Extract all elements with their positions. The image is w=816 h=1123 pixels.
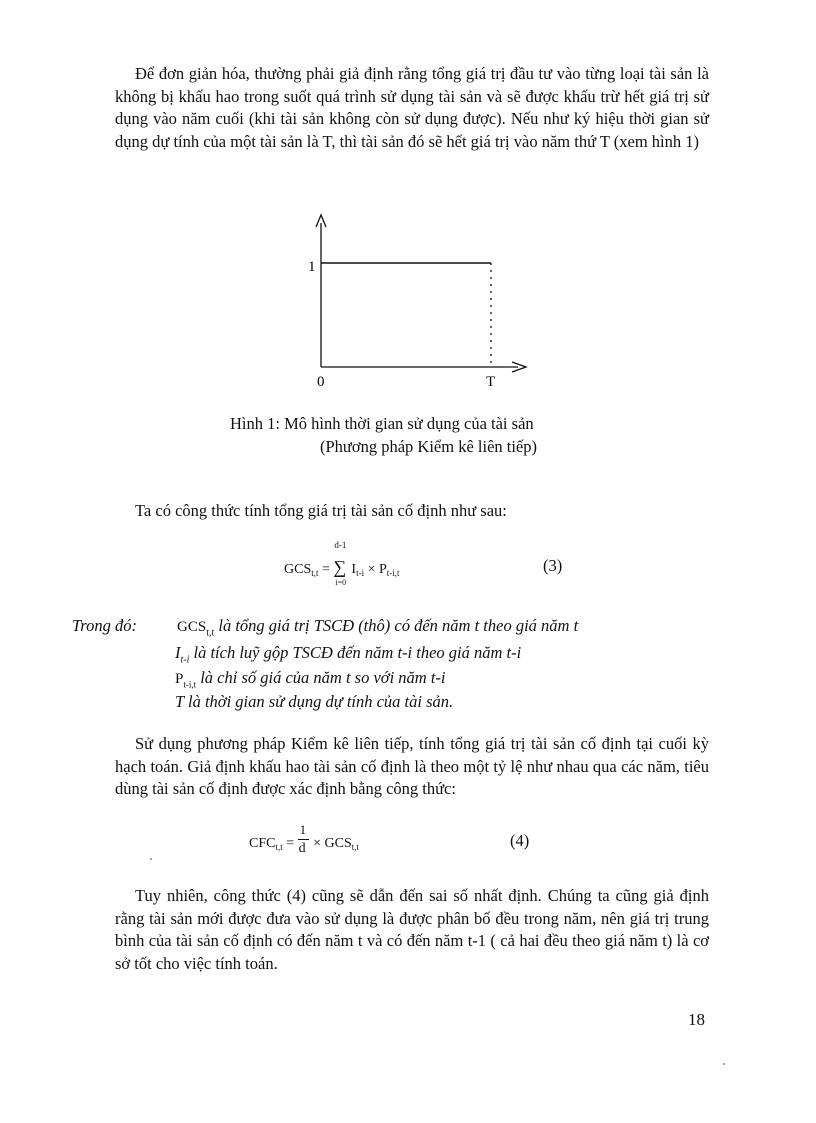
page-number: 18	[688, 1010, 705, 1029]
scan-speck	[723, 1063, 725, 1065]
formula3-term1-sub: t-i	[356, 568, 365, 578]
legend2-symbol: I	[175, 643, 181, 662]
formula3-term1: I	[351, 562, 357, 577]
legend3-symbol-sub: t-i,t	[183, 679, 197, 690]
formula3-equals: =	[322, 562, 330, 577]
paragraph-conclusion	[115, 885, 709, 975]
formula4-lhs-sub: t,t	[275, 842, 283, 852]
legend2-text: là tích luỹ gộp TSCĐ đến năm t-i theo giá năm t-i	[189, 643, 522, 662]
formula3-sum-upper: d-1	[334, 540, 347, 550]
paragraph-method	[115, 733, 709, 801]
legend-line-4: T là thời gian sử dụng dự tính của tài sản.	[175, 692, 454, 711]
formula-3	[284, 540, 400, 587]
equation-number-4: (4)	[510, 831, 530, 850]
legend1-symbol-sub: t,t	[206, 627, 215, 639]
paragraph-intro	[115, 63, 709, 153]
formula3-lhs: GCS	[284, 562, 312, 577]
formula4-numerator: 1	[299, 822, 307, 837]
legend-intro: Trong đó:	[72, 616, 137, 635]
formula3-sigma: ∑	[333, 557, 347, 577]
formula4-rhs-sub: t,t	[351, 842, 360, 852]
figure-caption-line2: (Phương pháp Kiểm kê liên tiếp)	[320, 437, 537, 456]
legend1-text: là tổng giá trị TSCĐ (thô) có đến năm t theo giá năm t	[214, 616, 579, 635]
equation-number-3: (3)	[543, 556, 563, 575]
legend1-symbol: GCS	[177, 619, 207, 635]
paragraph-formula-intro	[115, 500, 709, 523]
legend2-symbol-sub: t-i	[180, 654, 190, 666]
paragraph-conclusion-text: Tuy nhiên, công thức (4) cũng sẽ dẫn đến sai số nhất định. Chúng ta cũng giả định rằng tài sản mới được đưa vào sử dụng là được phân bố đều trong năm, nên giá trị trung bình của tài sản cố định có đến năm t và có đến năm t-1 ( cả hai đều theo giá năm t) là cơ sở tốt cho việc tính toán.	[115, 886, 709, 973]
formula4-rhs: GCS	[324, 836, 352, 851]
y-tick-label-1: 1	[308, 259, 316, 275]
formula3-sum-lower: i=0	[335, 578, 347, 587]
formula3-times: ×	[367, 562, 376, 577]
formula3-term2: P	[378, 562, 387, 577]
paragraph-formula-intro-text: Ta có công thức tính tổng giá trị tài sản cố định như sau:	[135, 501, 507, 520]
formula3-sum	[333, 540, 351, 587]
formula4-denominator: d	[298, 841, 306, 856]
legend3-text: là chỉ số giá của năm t so với năm t-i	[196, 668, 446, 687]
formula4-fraction-bar	[298, 839, 309, 840]
formula4-equals: =	[286, 836, 295, 851]
x-tick-label-0: 0	[317, 374, 325, 390]
paragraph-method-text: Sử dụng phương pháp Kiểm kê liên tiếp, tính tổng giá trị tài sản cố định tại cuối kỳ hạch toán. Giả định khấu hao tài sản cố định là theo một tỷ lệ như nhau qua các năm, tiêu dùng tài sản cố định được xác định bằng công thức:	[115, 734, 709, 798]
formula4-times: ×	[313, 836, 322, 851]
scan-speck	[150, 858, 152, 860]
legend3-symbol: P	[175, 671, 184, 687]
figure-1-chart	[290, 205, 550, 390]
formula3-term2-sub: t-i,t	[386, 568, 400, 578]
paragraph-intro-text: Để đơn giản hóa, thường phải giả định rằng tổng giá trị đầu tư vào từng loại tài sản là không bị khấu hao trong suốt quá trình sử dụng tài sản và sẽ được khấu trừ hết giá trị sử dụng vào năm cuối (khi tài sản không còn sử dụng được). Nếu như ký hiệu thời gian sử dụng dự tính của một tài sản là T, thì tài sản đó sẽ hết giá trị vào năm thứ T (xem hình 1)	[115, 64, 709, 151]
formula-4	[249, 822, 360, 856]
formula4-lhs: CFC	[249, 836, 276, 851]
figure-caption-line1: Hình 1: Mô hình thời gian sử dụng của tài sản	[230, 414, 534, 433]
formula4-fraction	[298, 822, 310, 856]
x-tick-label-T: T	[486, 374, 496, 390]
formula3-lhs-sub: t,t	[311, 568, 319, 578]
